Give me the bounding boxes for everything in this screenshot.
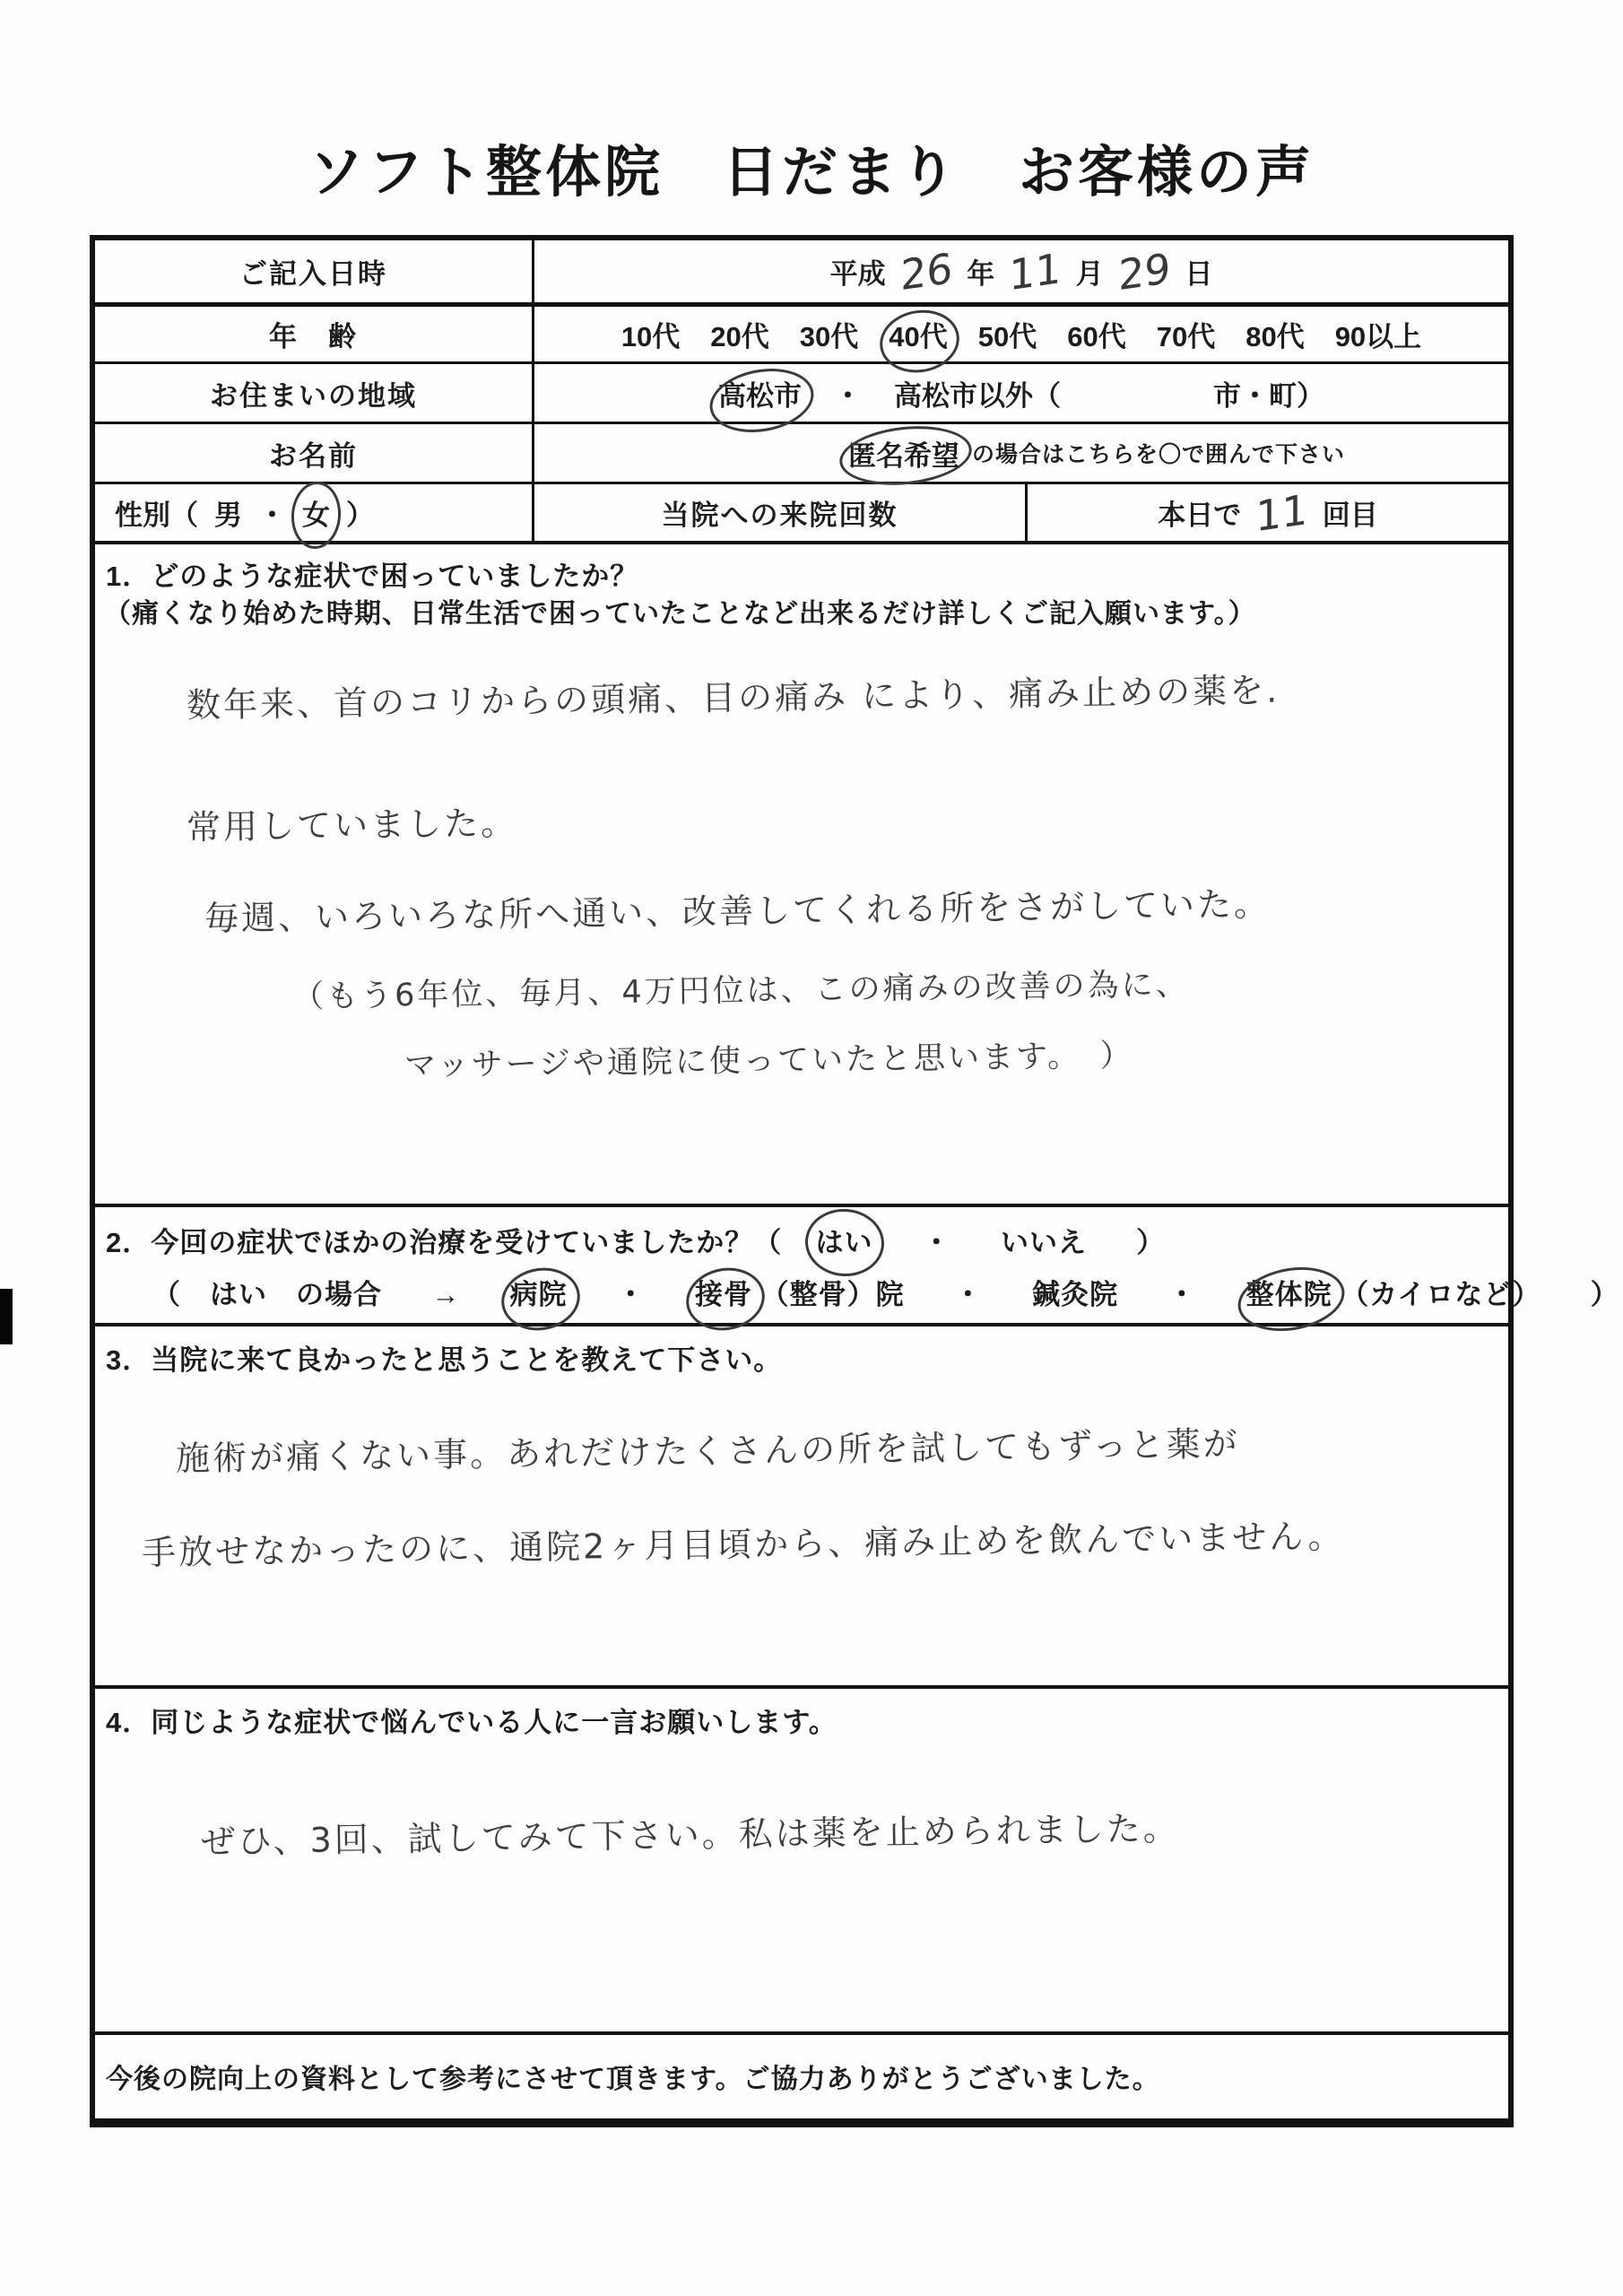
anonymous-note: の場合はこちらを〇で囲んで下さい [972, 442, 1346, 467]
q2-option-sekkotsu-rest: （整骨）院 [760, 1279, 905, 1310]
age-options [534, 307, 1508, 361]
region-dot: ・ [834, 379, 862, 412]
feedback-form [90, 235, 1619, 2127]
age-option-20s: 20代 [710, 321, 769, 352]
region-city-circled: 高松市 [718, 373, 802, 413]
age-option-50s: 50代 [977, 321, 1037, 352]
month-handwritten: 11 [1009, 243, 1062, 300]
q4-answer-line1: ぜひ、3回、試してみて下さい。私は薬を止められました。 [200, 1808, 1180, 1862]
q2-option-seitai-rest: （カイロなど） [1341, 1279, 1541, 1310]
q4-heading: 4．同じような症状で悩んでいる人に一言お願いします。 [106, 1707, 838, 1738]
age-option-30s: 30代 [799, 321, 859, 352]
age-row [95, 307, 1508, 364]
month-unit: 月 [1075, 258, 1104, 290]
q1-note: （痛くなり始めた時期、日常生活で困っていたことなど出来るだけ詳しくご記入願います。） [104, 599, 1256, 629]
q2-no: いいえ [1001, 1227, 1087, 1258]
era-label: 平成 [829, 258, 886, 290]
footer-section [95, 2035, 1508, 2133]
day-unit: 日 [1185, 258, 1213, 290]
q2-condition-line [152, 1272, 1619, 1312]
age-option-40s-circled: 40代 [889, 314, 947, 354]
age-option-60s: 60代 [1067, 321, 1126, 352]
page-title: ソフト整体院 日だまり お客様の声 [308, 142, 1315, 204]
gender-prefix: 性別（ [115, 500, 198, 531]
q1-answer-line2: 常用していました。 [186, 803, 518, 848]
q1-answer-line5: マッサージや通院に使っていたと思います。 ） [404, 1038, 1134, 1084]
q2-option-sekkotsu-circled: 接骨 [695, 1272, 752, 1312]
visits-label: 当院への来院回数 [534, 484, 1028, 541]
date-value [534, 240, 1508, 302]
region-label: お住まいの地域 [95, 364, 534, 422]
year-handwritten: 26 [899, 243, 952, 300]
region-options [534, 364, 1508, 422]
q2-dot: ・ [922, 1227, 951, 1258]
age-label: 年 齢 [95, 307, 534, 361]
year-unit: 年 [967, 258, 995, 290]
q3-answer-line1: 施術が痛くない事。あれだけたくさんの所を試してもずっと薬が [175, 1423, 1241, 1479]
question2-section [95, 1207, 1619, 1326]
q2-option-hospital-circled: 病院 [510, 1272, 568, 1312]
visits-value-cell [1028, 484, 1508, 541]
footer-text: 今後の院向上の資料として参考にさせて頂きます。ご協力ありがとうございました。 [106, 2065, 1160, 2094]
visits-suffix: 回目 [1322, 500, 1378, 531]
q1-heading: 1．どのような症状で困っていましたか？ [106, 561, 639, 592]
age-option-70s: 70代 [1156, 321, 1216, 352]
q2-dot1: ・ [616, 1279, 646, 1310]
q2-heading-suffix: ） [1136, 1227, 1166, 1258]
q3-heading: 3．当院に来て良かったと思うことを教えて下さい。 [106, 1344, 783, 1376]
q2-heading-prefix: 2．今回の症状でほかの治療を受けていましたか？（ [106, 1227, 783, 1258]
region-other-suffix: 市・町） [1213, 379, 1324, 412]
region-row [95, 364, 1508, 424]
q2-yes-circled: はい [816, 1220, 873, 1260]
q2-dot2: ・ [953, 1279, 983, 1310]
gender-cell [95, 484, 534, 541]
q2-option-shinkyu: 鍼灸院 [1032, 1279, 1119, 1310]
question4-section [95, 1689, 1508, 2035]
gender-visits-row [95, 484, 1508, 544]
gender-male: 男 [214, 500, 242, 531]
name-label: お名前 [95, 424, 534, 482]
scan-artifact [0, 1289, 13, 1344]
name-row [95, 424, 1508, 484]
q1-answer-line4: （もう6年位、毎月、4万円位は、この痛みの改善の為に、 [291, 967, 1190, 1015]
age-option-80s: 80代 [1245, 321, 1305, 352]
gender-suffix: ） [346, 500, 374, 531]
date-label: ご記入日時 [95, 240, 534, 302]
question1-section [95, 544, 1508, 1207]
age-option-10s: 10代 [621, 321, 681, 352]
q2-dot3: ・ [1167, 1279, 1197, 1310]
name-value [534, 424, 1508, 482]
date-row [95, 240, 1508, 307]
q2-cond-suffix: ） [1590, 1279, 1619, 1310]
q2-arrow: → [431, 1279, 461, 1310]
day-handwritten: 29 [1118, 243, 1171, 300]
gender-female-circled: 女 [302, 492, 330, 533]
q1-answer-line3: 毎週、いろいろな所へ通い、改善してくれる所をさがしていた。 [204, 883, 1271, 939]
q1-answer-line1: 数年来、首のコリからの頭痛、目の痛み により、痛み止めの薬を. [186, 670, 1280, 726]
region-other-prefix: 高松市以外（ [894, 379, 1061, 412]
visits-prefix: 本日で [1158, 500, 1242, 531]
q2-cond-prefix: （ はい の場合 [152, 1279, 382, 1310]
gender-dot: ・ [258, 500, 286, 531]
question3-section [95, 1326, 1508, 1689]
q2-heading-line [106, 1220, 1165, 1260]
visits-handwritten: 11 [1255, 484, 1308, 541]
q3-answer-line2: 手放せなかったのに、通院2ヶ月目頃から、痛み止めを飲んでいません。 [141, 1516, 1345, 1573]
q2-option-seitai-circled: 整体院 [1246, 1272, 1332, 1312]
anonymous-option-circled: 匿名希望 [848, 433, 959, 474]
age-option-90s: 90以上 [1334, 321, 1422, 352]
